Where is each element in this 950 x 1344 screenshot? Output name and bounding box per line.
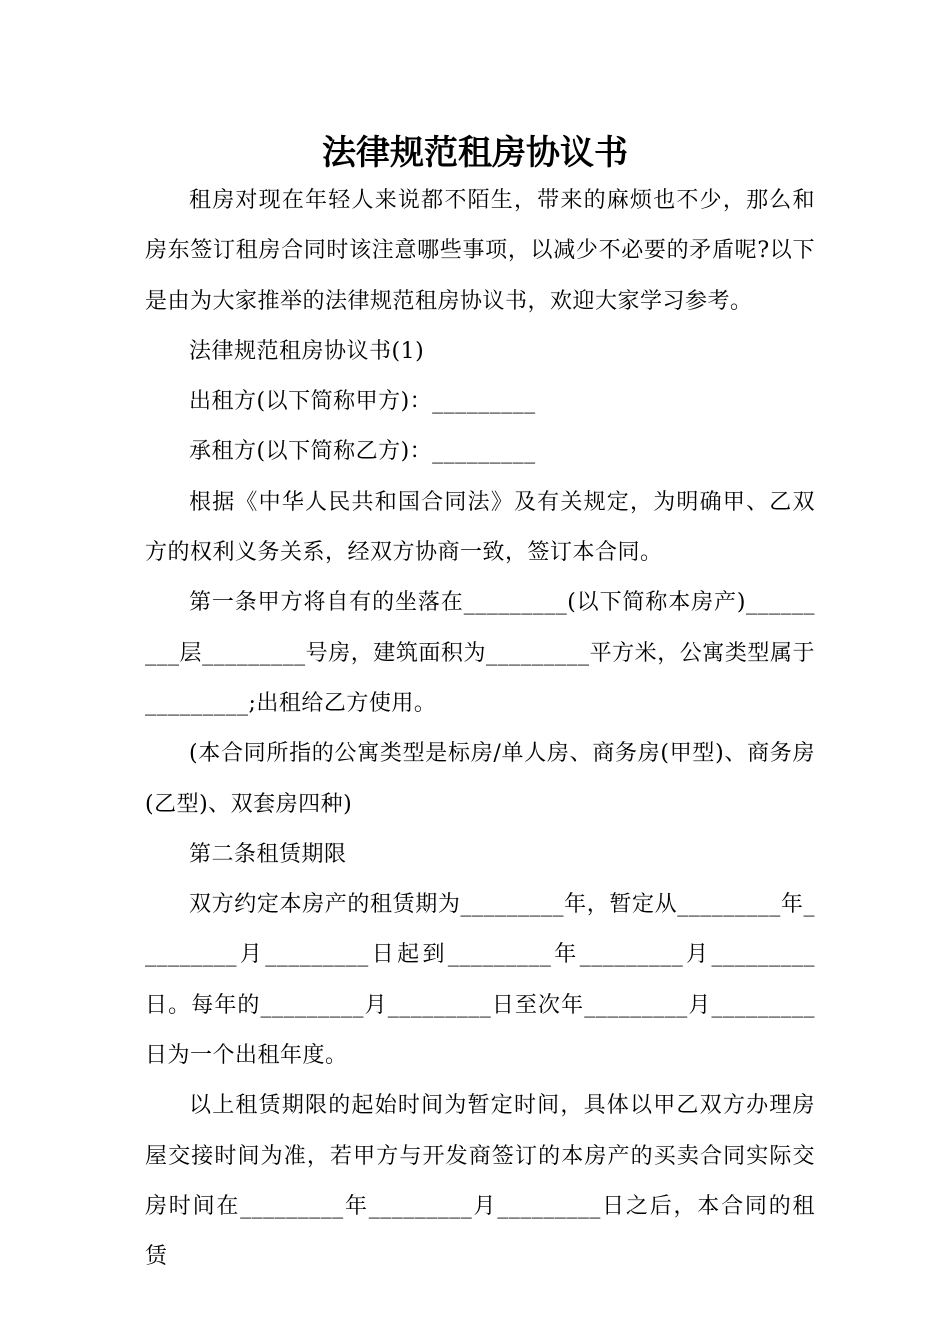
agreement-heading: 法律规范租房协议书(1): [189, 338, 425, 364]
lease-start-paragraph: 以上租赁期限的起始时间为暂定时间，具体以甲乙双方办理房屋交接时间为准，若甲方与开发商签订的本房产的买卖合同实际交房时间在_________年_________月_________日之后，本合同的租赁: [145, 1093, 815, 1270]
lessor-line: 出租方(以下简称甲方)：_________: [189, 389, 536, 415]
basis-paragraph: 根据《中华人民共和国合同法》及有关规定，为明确甲、乙双方的权利义务关系，经双方协商一致，签订本合同。: [145, 489, 815, 566]
article-one-paragraph: 第一条甲方将自有的坐落在_________(以下简称本房产)_________层_________号房，建筑面积为_________平方米，公寓类型属于_________;出租给乙方使用。: [145, 590, 815, 716]
intro-paragraph: 租房对现在年轻人来说都不陌生，带来的麻烦也不少，那么和房东签订租房合同时该注意哪些事项，以减少不必要的矛盾呢?以下是由为大家推举的法律规范租房协议书，欢迎大家学习参考。: [145, 188, 815, 314]
apartment-type-note: (本合同所指的公寓类型是标房/单人房、商务房(甲型)、商务房(乙型)、双套房四种): [145, 741, 815, 817]
lessee-line: 承租方(以下简称乙方)：_________: [189, 439, 536, 465]
lease-term-paragraph: 双方约定本房产的租赁期为_________年，暂定从_________年_________月_________日起到_________年_________月_________日。每年的_________月_________日至次年_________月_________日为一个出租年度。: [145, 892, 815, 1069]
article-two-heading: 第二条租赁期限: [189, 841, 347, 867]
document-title: 法律规范租房协议书: [322, 133, 628, 173]
document-body: [145, 176, 815, 1283]
